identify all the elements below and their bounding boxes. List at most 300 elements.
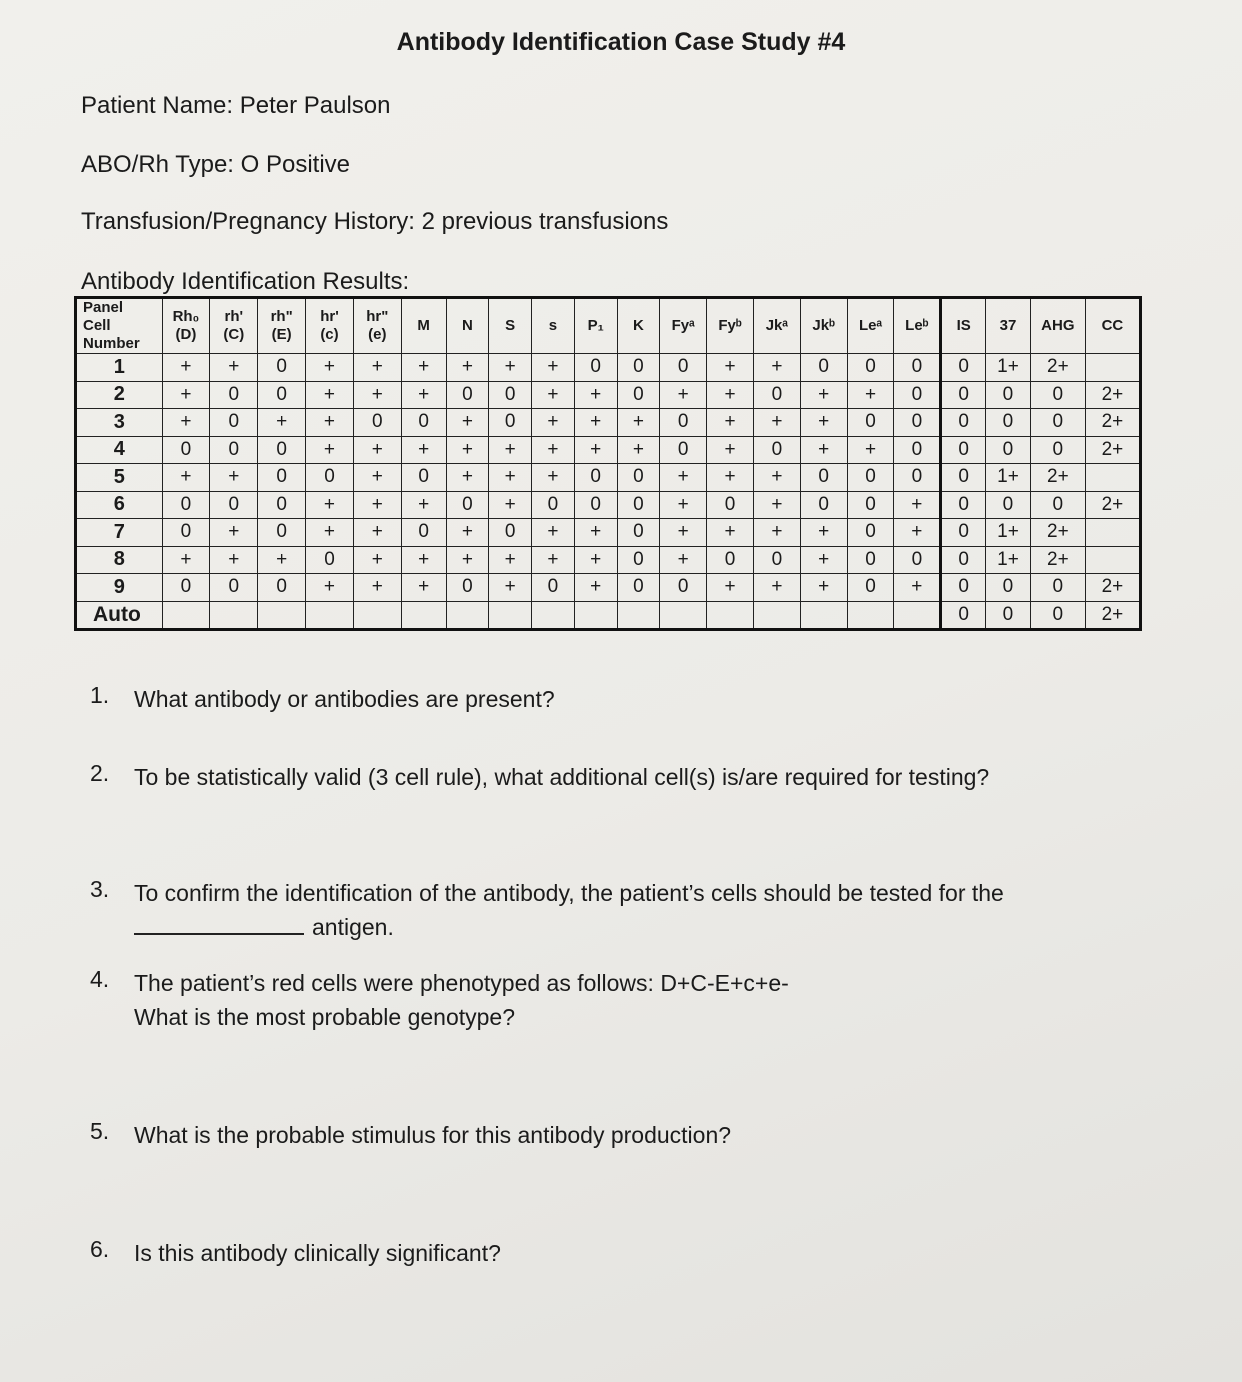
column-header <box>617 298 660 354</box>
antigen-cell: + <box>401 381 446 409</box>
antigen-cell: 0 <box>489 519 532 547</box>
reaction-is: 0 <box>941 436 986 464</box>
reaction-ahg: 0 <box>1030 436 1085 464</box>
column-header <box>532 298 575 354</box>
antigen-cell: + <box>306 381 354 409</box>
antigen-cell: 0 <box>210 436 258 464</box>
antigen-cell: 0 <box>258 519 306 547</box>
antigen-cell: 0 <box>617 354 660 382</box>
header-label: N <box>462 317 473 334</box>
antigen-cell: + <box>847 436 894 464</box>
question-6 <box>90 1236 1110 1270</box>
reaction-is: 0 <box>941 601 986 630</box>
header-label: (E) <box>271 326 292 343</box>
reaction-is: 0 <box>941 381 986 409</box>
antigen-cell: + <box>707 519 754 547</box>
question-3 <box>90 876 1110 944</box>
antigen-cell: + <box>353 354 401 382</box>
antigen-cell: 0 <box>574 491 617 519</box>
reaction-is: 0 <box>941 546 986 574</box>
antigen-cell: 0 <box>847 409 894 437</box>
antigen-cell: + <box>489 464 532 492</box>
answer-blank[interactable] <box>134 911 304 935</box>
antigen-cell: + <box>401 354 446 382</box>
antigen-cell: 0 <box>162 574 210 602</box>
antigen-cell: 0 <box>753 381 800 409</box>
antigen-cell: + <box>489 574 532 602</box>
antigen-cell: 0 <box>401 464 446 492</box>
autocontrol-row <box>76 601 1141 630</box>
antigen-cell: 0 <box>894 354 941 382</box>
antigen-cell: + <box>489 436 532 464</box>
panel-cell-number: 3 <box>76 409 163 437</box>
table-row <box>76 409 1141 437</box>
antigen-cell: + <box>446 519 489 547</box>
antigen-cell: + <box>210 519 258 547</box>
antigen-cell: + <box>753 519 800 547</box>
header-label: IS <box>956 317 971 334</box>
antigen-cell: + <box>532 464 575 492</box>
header-label: Leᵇ <box>905 317 929 334</box>
antigen-cell <box>660 601 707 630</box>
column-header <box>1030 298 1085 354</box>
antigen-cell: + <box>306 354 354 382</box>
antigen-cell: 0 <box>574 354 617 382</box>
antigen-cell: 0 <box>707 491 754 519</box>
reaction-cc: 2+ <box>1085 491 1140 519</box>
header-label: rh" <box>270 308 293 325</box>
reaction-ahg: 0 <box>1030 381 1085 409</box>
antigen-cell: 0 <box>847 464 894 492</box>
table-row <box>76 464 1141 492</box>
reaction-is: 0 <box>941 354 986 382</box>
column-header <box>986 298 1031 354</box>
antigen-cell: 0 <box>894 546 941 574</box>
antigen-cell: 0 <box>401 409 446 437</box>
antigen-cell: + <box>489 354 532 382</box>
header-label: Fyᵇ <box>718 317 742 334</box>
antigen-cell: + <box>353 519 401 547</box>
question-number: 5. <box>90 1118 110 1144</box>
column-header <box>446 298 489 354</box>
antigen-cell: 0 <box>707 546 754 574</box>
antigen-cell: 0 <box>258 574 306 602</box>
antigen-cell: + <box>258 546 306 574</box>
antigen-cell: 0 <box>353 409 401 437</box>
header-label: K <box>633 317 644 334</box>
reaction-cc: 2+ <box>1085 409 1140 437</box>
reaction-ahg: 0 <box>1030 409 1085 437</box>
antigen-cell: 0 <box>617 546 660 574</box>
antigen-cell: + <box>446 464 489 492</box>
column-header <box>306 298 354 354</box>
reaction-r37: 0 <box>986 409 1031 437</box>
reaction-cc: 2+ <box>1085 601 1140 630</box>
antigen-cell: + <box>617 409 660 437</box>
antigen-cell: + <box>446 354 489 382</box>
antigen-cell: + <box>210 546 258 574</box>
table-row <box>76 519 1141 547</box>
antigen-cell: + <box>660 491 707 519</box>
antigen-cell: 0 <box>532 491 575 519</box>
antigen-cell: + <box>800 519 847 547</box>
antigen-cell: + <box>401 546 446 574</box>
antigen-cell: + <box>162 464 210 492</box>
column-header <box>1085 298 1140 354</box>
reaction-r37: 0 <box>986 491 1031 519</box>
column-header <box>258 298 306 354</box>
header-label: Cell <box>83 317 111 334</box>
table-row <box>76 546 1141 574</box>
question-text <box>134 876 1110 944</box>
panel-cell-number: 7 <box>76 519 163 547</box>
reaction-cc: 2+ <box>1085 436 1140 464</box>
patient-name: Patient Name: Peter Paulson <box>81 92 391 119</box>
antigen-cell: 0 <box>894 464 941 492</box>
antigen-cell: + <box>707 464 754 492</box>
antigen-cell <box>258 601 306 630</box>
antigen-cell <box>401 601 446 630</box>
antigen-cell: 0 <box>306 464 354 492</box>
panel-cell-number: 8 <box>76 546 163 574</box>
header-label: S <box>505 317 516 334</box>
antigen-cell <box>617 601 660 630</box>
results-heading: Antibody Identification Results: <box>81 268 410 295</box>
table-row <box>76 354 1141 382</box>
reaction-cc <box>1085 354 1140 382</box>
antigen-cell: + <box>401 491 446 519</box>
reaction-ahg: 0 <box>1030 601 1085 630</box>
reaction-cc <box>1085 519 1140 547</box>
antigen-cell: + <box>894 574 941 602</box>
question-number: 3. <box>90 876 110 902</box>
antigen-cell: + <box>660 381 707 409</box>
antigen-cell: 0 <box>162 491 210 519</box>
header-label: CC <box>1101 317 1124 334</box>
antigen-cell: + <box>446 546 489 574</box>
column-header <box>800 298 847 354</box>
antigen-cell: + <box>894 519 941 547</box>
question-1 <box>90 682 1110 716</box>
antigen-cell: + <box>574 436 617 464</box>
antigen-cell: 0 <box>210 381 258 409</box>
antigen-cell: 0 <box>574 464 617 492</box>
table-row <box>76 436 1141 464</box>
question-text-line1: The patient’s red cells were phenotyped as follows: D+C-E+c+e- <box>134 970 789 996</box>
abo-rh-type: ABO/Rh Type: O Positive <box>81 151 351 178</box>
antigen-cell: 0 <box>532 574 575 602</box>
antigen-cell: + <box>162 546 210 574</box>
header-label: Leᵃ <box>858 317 883 334</box>
reaction-is: 0 <box>941 574 986 602</box>
antigen-cell: + <box>660 546 707 574</box>
antigen-cell: + <box>660 464 707 492</box>
antigen-cell: + <box>210 464 258 492</box>
antigen-cell: 0 <box>210 574 258 602</box>
antigen-cell <box>753 601 800 630</box>
column-header <box>353 298 401 354</box>
table-row <box>76 381 1141 409</box>
antigen-cell: 0 <box>847 519 894 547</box>
antigen-cell: + <box>574 574 617 602</box>
transfusion-history: Transfusion/Pregnancy History: 2 previous transfusions <box>81 208 669 235</box>
panel-cell-number: 5 <box>76 464 163 492</box>
antigen-cell: 0 <box>847 354 894 382</box>
header-label: Jkᵃ <box>765 317 789 334</box>
reaction-ahg: 0 <box>1030 491 1085 519</box>
reaction-is: 0 <box>941 464 986 492</box>
column-header <box>489 298 532 354</box>
reaction-ahg: 0 <box>1030 574 1085 602</box>
antigen-cell: 0 <box>894 381 941 409</box>
column-header <box>162 298 210 354</box>
table-row <box>76 491 1141 519</box>
column-header <box>574 298 617 354</box>
reaction-is: 0 <box>941 491 986 519</box>
antigen-cell: + <box>574 409 617 437</box>
antigen-cell: 0 <box>660 354 707 382</box>
question-text-line2: antigen. <box>312 914 394 940</box>
antigen-cell: + <box>574 381 617 409</box>
question-5 <box>90 1118 1110 1152</box>
reaction-ahg: 2+ <box>1030 354 1085 382</box>
antigen-cell: + <box>532 519 575 547</box>
reaction-cc: 2+ <box>1085 381 1140 409</box>
header-label: M <box>417 317 430 334</box>
antigen-cell: + <box>800 409 847 437</box>
antigen-cell <box>894 601 941 630</box>
question-number: 2. <box>90 760 110 786</box>
antigen-cell: 0 <box>162 436 210 464</box>
antigen-cell: + <box>353 546 401 574</box>
antigen-cell: + <box>847 381 894 409</box>
antigen-cell <box>707 601 754 630</box>
table-header-row <box>76 298 1141 354</box>
reaction-r37: 1+ <box>986 519 1031 547</box>
reaction-is: 0 <box>941 519 986 547</box>
column-header <box>753 298 800 354</box>
antigen-cell <box>847 601 894 630</box>
antigen-cell: 0 <box>446 491 489 519</box>
antigen-cell: 0 <box>210 491 258 519</box>
antigen-cell: + <box>532 354 575 382</box>
antigen-cell: 0 <box>660 436 707 464</box>
antigen-cell: + <box>306 574 354 602</box>
antigen-cell <box>306 601 354 630</box>
reaction-r37: 0 <box>986 574 1031 602</box>
antigen-cell: + <box>800 436 847 464</box>
antigen-cell: + <box>532 546 575 574</box>
antigen-cell: 0 <box>162 519 210 547</box>
reaction-cc <box>1085 546 1140 574</box>
antigen-cell: + <box>306 436 354 464</box>
antigen-cell: 0 <box>210 409 258 437</box>
antigen-cell: + <box>401 574 446 602</box>
antigen-cell: 0 <box>847 491 894 519</box>
panel-cell-number: 4 <box>76 436 163 464</box>
reaction-r37: 0 <box>986 436 1031 464</box>
antigen-cell: + <box>574 546 617 574</box>
antigen-cell: 0 <box>617 464 660 492</box>
column-header <box>941 298 986 354</box>
question-text <box>134 966 1110 1034</box>
antigen-cell <box>532 601 575 630</box>
antigen-cell: + <box>753 464 800 492</box>
antigen-cell <box>353 601 401 630</box>
antigen-cell: 0 <box>617 574 660 602</box>
antigen-cell: 0 <box>258 436 306 464</box>
antigen-cell: + <box>532 436 575 464</box>
antigen-cell: + <box>353 381 401 409</box>
antigen-cell: 0 <box>617 491 660 519</box>
antigen-cell: + <box>489 491 532 519</box>
reaction-ahg: 2+ <box>1030 519 1085 547</box>
header-label: Fyᵃ <box>671 317 695 334</box>
antigen-cell: 0 <box>847 546 894 574</box>
question-text-line2: What is the most probable genotype? <box>134 1004 516 1030</box>
question-text: To be statistically valid (3 cell rule), what additional cell(s) is/are required for testing? <box>134 764 990 790</box>
antigen-cell: 0 <box>258 381 306 409</box>
antigen-cell: + <box>353 491 401 519</box>
antigen-cell: + <box>753 574 800 602</box>
antigen-cell: + <box>800 381 847 409</box>
question-number: 1. <box>90 682 110 708</box>
antigen-cell: 0 <box>660 409 707 437</box>
antigen-cell: 0 <box>446 574 489 602</box>
antigen-cell: + <box>707 381 754 409</box>
header-label: hr' <box>320 308 339 325</box>
reaction-cc <box>1085 464 1140 492</box>
antigen-cell: 0 <box>306 546 354 574</box>
antigen-cell: + <box>210 354 258 382</box>
header-label: hr" <box>366 308 389 325</box>
antigen-cell: 0 <box>489 409 532 437</box>
antigen-cell: + <box>894 491 941 519</box>
antigen-cell <box>574 601 617 630</box>
header-label: (D) <box>175 326 197 343</box>
antigen-cell: + <box>306 519 354 547</box>
antigen-cell: + <box>353 464 401 492</box>
question-text: What antibody or antibodies are present? <box>134 686 555 712</box>
antigen-cell: + <box>800 574 847 602</box>
reaction-r37: 1+ <box>986 546 1031 574</box>
header-panel-cell-number <box>76 298 163 354</box>
antigen-cell: 0 <box>617 519 660 547</box>
antigen-cell: 0 <box>894 436 941 464</box>
antigen-cell: 0 <box>258 491 306 519</box>
antigen-cell: 0 <box>800 464 847 492</box>
antigen-cell: + <box>753 354 800 382</box>
antigen-cell: + <box>258 409 306 437</box>
antigen-cell: + <box>753 409 800 437</box>
antigen-cell: + <box>617 436 660 464</box>
header-label: (e) <box>368 326 387 343</box>
antigen-cell: + <box>574 519 617 547</box>
antigen-cell: 0 <box>753 546 800 574</box>
antigen-cell: + <box>707 436 754 464</box>
column-header <box>894 298 941 354</box>
reaction-is: 0 <box>941 409 986 437</box>
reaction-r37: 0 <box>986 381 1031 409</box>
header-label: P₁ <box>587 317 604 334</box>
antigen-cell: 0 <box>753 436 800 464</box>
header-label: 37 <box>999 317 1017 334</box>
header-label: Number <box>83 335 140 352</box>
antigen-cell: + <box>162 409 210 437</box>
reaction-ahg: 2+ <box>1030 546 1085 574</box>
antigen-cell: + <box>446 409 489 437</box>
column-header <box>401 298 446 354</box>
column-header <box>847 298 894 354</box>
antigen-cell: 0 <box>401 519 446 547</box>
question-text: What is the probable stimulus for this antibody production? <box>134 1122 732 1148</box>
question-4 <box>90 966 1110 1034</box>
antigen-cell: 0 <box>617 381 660 409</box>
table-row <box>76 574 1141 602</box>
antigen-cell: + <box>446 436 489 464</box>
antigen-cell: + <box>753 491 800 519</box>
antigen-cell: + <box>660 519 707 547</box>
antigen-cell: 0 <box>258 464 306 492</box>
header-label: Panel <box>83 299 124 316</box>
antigen-cell: 0 <box>800 354 847 382</box>
question-2 <box>90 760 1110 794</box>
antigen-cell: + <box>707 409 754 437</box>
column-header <box>210 298 258 354</box>
antigen-cell: + <box>353 574 401 602</box>
antigen-cell: + <box>306 491 354 519</box>
antigen-cell: + <box>532 381 575 409</box>
panel-cell-number: 2 <box>76 381 163 409</box>
antigen-cell: 0 <box>489 381 532 409</box>
antigen-cell <box>446 601 489 630</box>
antigen-cell <box>210 601 258 630</box>
header-label: rh' <box>224 308 244 325</box>
question-number: 4. <box>90 966 110 992</box>
antigen-cell: 0 <box>800 491 847 519</box>
reaction-r37: 0 <box>986 601 1031 630</box>
question-text-line1: To confirm the identification of the antibody, the patient’s cells should be tested for the <box>134 880 1004 906</box>
header-label: AHG <box>1041 317 1075 334</box>
antigen-cell <box>800 601 847 630</box>
reaction-ahg: 2+ <box>1030 464 1085 492</box>
reaction-r37: 1+ <box>986 354 1031 382</box>
antigen-cell: + <box>707 354 754 382</box>
header-label: (c) <box>320 326 339 343</box>
antigen-cell: 0 <box>660 574 707 602</box>
antigen-cell: 0 <box>894 409 941 437</box>
antigen-cell: + <box>401 436 446 464</box>
header-label: Jkᵇ <box>812 317 835 334</box>
panel-cell-number: 9 <box>76 574 163 602</box>
question-text: Is this antibody clinically significant? <box>134 1240 501 1266</box>
page-title: Antibody Identification Case Study #4 <box>396 28 846 56</box>
antigen-cell <box>162 601 210 630</box>
antigen-cell: 0 <box>258 354 306 382</box>
antigen-cell <box>489 601 532 630</box>
antibody-panel-table <box>74 296 1142 631</box>
column-header <box>660 298 707 354</box>
antigen-cell: + <box>707 574 754 602</box>
antigen-cell: 0 <box>847 574 894 602</box>
reaction-r37: 1+ <box>986 464 1031 492</box>
antigen-cell: + <box>162 354 210 382</box>
antigen-cell: + <box>489 546 532 574</box>
antigen-cell: + <box>162 381 210 409</box>
panel-cell-number: Auto <box>76 601 163 630</box>
column-header <box>707 298 754 354</box>
antigen-cell: + <box>306 409 354 437</box>
